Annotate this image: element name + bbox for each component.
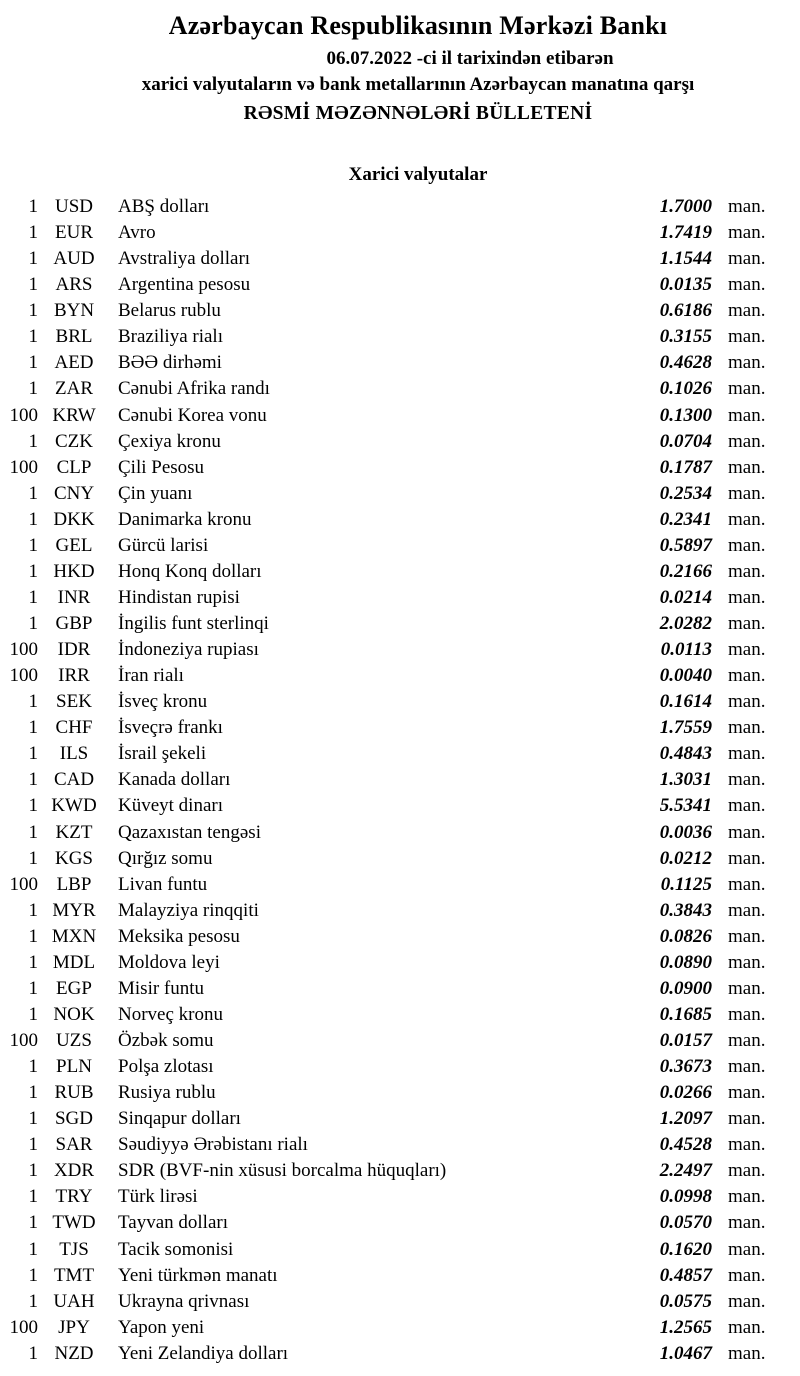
rate-value-cell: 1.0467	[659, 1342, 712, 1364]
unit-cell: man.	[728, 1212, 766, 1234]
rate-value-cell: 0.1685	[659, 1003, 712, 1025]
unit-cell: man.	[728, 300, 766, 322]
quantity-cell: 1	[28, 717, 38, 739]
quantity-cell: 1	[28, 1186, 38, 1208]
rate-value-cell: 0.4528	[659, 1134, 712, 1156]
currency-code-cell: CLP	[56, 456, 92, 478]
currency-name-cell: Qazaxıstan tengəsi	[118, 821, 261, 843]
rate-value-cell: 0.4843	[659, 743, 712, 765]
rate-row	[0, 663, 800, 689]
currency-name-cell: Braziliya rialı	[118, 326, 223, 348]
rate-row	[0, 689, 800, 715]
currency-code-cell: GEL	[55, 534, 93, 556]
rate-row	[0, 246, 800, 272]
currency-name-cell: Səudiyyə Ərəbistanı rialı	[118, 1134, 308, 1156]
rate-row	[0, 1341, 800, 1367]
currency-code-cell: ILS	[59, 743, 89, 765]
currency-code-cell: KZT	[55, 821, 93, 843]
rate-row	[0, 1210, 800, 1236]
rate-value-cell: 0.0113	[660, 639, 712, 661]
rate-row	[0, 455, 800, 481]
currency-name-cell: İndoneziya rupiası	[118, 639, 259, 661]
unit-cell: man.	[728, 899, 766, 921]
rate-value-cell: 0.0704	[659, 430, 712, 452]
rate-value-cell: 0.4628	[659, 352, 712, 374]
quantity-cell: 1	[28, 196, 38, 217]
quantity-cell: 1	[28, 1003, 38, 1025]
currency-name-cell: Moldova leyi	[118, 951, 220, 973]
currency-code-cell: SAR	[55, 1134, 93, 1156]
quantity-cell: 1	[28, 1212, 38, 1234]
quantity-cell: 1	[28, 1290, 38, 1312]
unit-cell: man.	[728, 378, 766, 400]
currency-name-cell: Yeni Zelandiya dolları	[118, 1342, 289, 1364]
unit-cell: man.	[728, 1030, 766, 1051]
currency-name-cell: İran rialı	[118, 665, 184, 687]
rate-row	[0, 585, 800, 611]
unit-cell: man.	[728, 1108, 766, 1130]
rate-row	[0, 637, 800, 663]
currency-code-cell: IDR	[57, 639, 91, 661]
rate-value-cell: 0.3673	[659, 1056, 712, 1078]
currency-code-cell: BRL	[55, 326, 93, 348]
rate-value-cell: 0.0900	[659, 977, 712, 999]
quantity-cell: 1	[28, 977, 38, 999]
quantity-cell: 1	[28, 430, 38, 452]
unit-cell: man.	[728, 769, 766, 791]
rate-row	[0, 793, 800, 819]
currency-code-cell: NOK	[53, 1003, 95, 1025]
rate-row	[0, 324, 800, 350]
quantity-cell: 1	[28, 743, 38, 765]
rate-row	[0, 272, 800, 298]
rate-row	[0, 220, 800, 246]
currency-name-cell: Tacik somonisi	[118, 1238, 234, 1260]
rate-row	[0, 350, 800, 376]
quantity-cell: 1	[28, 1264, 38, 1286]
quantity-cell: 100	[9, 1030, 38, 1051]
quantity-cell: 100	[9, 456, 38, 478]
rate-row	[0, 194, 800, 220]
quantity-cell: 1	[28, 378, 38, 400]
currency-name-cell: Özbək somu	[118, 1030, 214, 1051]
quantity-cell: 1	[28, 508, 38, 530]
rate-value-cell: 1.2565	[659, 1316, 712, 1338]
currency-name-cell: Danimarka kronu	[118, 508, 252, 530]
currency-code-cell: KWD	[51, 795, 97, 817]
rate-value-cell: 1.2097	[659, 1108, 712, 1130]
rate-row	[0, 1002, 800, 1028]
quantity-cell: 1	[28, 1108, 38, 1130]
rate-value-cell: 0.2166	[659, 560, 712, 582]
currency-name-cell: Yapon yeni	[118, 1316, 205, 1338]
rate-row	[0, 820, 800, 846]
quantity-cell: 1	[28, 534, 38, 556]
currency-name-cell: Rusiya rublu	[118, 1082, 216, 1104]
rate-value-cell: 2.2497	[659, 1160, 712, 1182]
quantity-cell: 1	[28, 847, 38, 869]
rate-value-cell: 5.5341	[659, 795, 712, 817]
currency-code-cell: EUR	[55, 222, 93, 244]
currency-code-cell: LBP	[56, 873, 92, 895]
unit-cell: man.	[728, 326, 766, 348]
rate-row	[0, 611, 800, 637]
currency-name-cell: Kanada dolları	[118, 769, 231, 791]
currency-code-cell: AUD	[53, 248, 95, 270]
currency-code-cell: AED	[54, 352, 94, 374]
unit-cell: man.	[728, 821, 766, 843]
rate-row	[0, 715, 800, 741]
rate-row	[0, 1132, 800, 1158]
quantity-cell: 1	[28, 821, 38, 843]
currency-name-cell: Qırğız somu	[118, 847, 213, 869]
quantity-cell: 1	[28, 248, 38, 270]
currency-code-cell: KGS	[54, 847, 93, 869]
currency-code-cell: GBP	[55, 613, 93, 634]
section-title: Xarici valyutalar	[348, 164, 488, 185]
quantity-cell: 1	[28, 326, 38, 348]
quantity-cell: 1	[28, 274, 38, 296]
unit-cell: man.	[728, 404, 766, 426]
unit-cell: man.	[728, 222, 766, 244]
currency-name-cell: Çexiya kronu	[118, 430, 221, 452]
quantity-cell: 1	[28, 586, 38, 608]
unit-cell: man.	[728, 456, 766, 478]
rate-value-cell: 0.1300	[659, 404, 712, 426]
rate-value-cell: 0.1026	[659, 378, 712, 400]
currency-code-cell: TRY	[55, 1186, 93, 1208]
rate-value-cell: 0.6186	[659, 300, 712, 322]
unit-cell: man.	[728, 482, 766, 504]
currency-code-cell: CNY	[53, 482, 95, 504]
currency-code-cell: TMT	[53, 1264, 95, 1286]
unit-cell: man.	[728, 1160, 766, 1182]
rate-row	[0, 898, 800, 924]
unit-cell: man.	[728, 925, 766, 947]
unit-cell: man.	[728, 717, 766, 739]
rate-value-cell: 0.1787	[659, 456, 712, 478]
currency-name-cell: Meksika pesosu	[118, 925, 240, 947]
currency-name-cell: İsrail şekeli	[118, 743, 207, 765]
effective-date-line: 06.07.2022 -ci il tarixindən etibarən	[326, 48, 614, 69]
unit-cell: man.	[728, 977, 766, 999]
rate-value-cell: 0.0036	[659, 821, 712, 843]
unit-cell: man.	[728, 1264, 766, 1286]
unit-cell: man.	[728, 691, 766, 713]
currency-name-cell: SDR (BVF-nin xüsusi borcalma hüquqları)	[118, 1160, 447, 1182]
quantity-cell: 1	[28, 222, 38, 244]
rate-value-cell: 0.2534	[659, 482, 712, 504]
rate-value-cell: 0.0040	[659, 665, 712, 687]
currency-code-cell: PLN	[56, 1056, 92, 1078]
unit-cell: man.	[728, 1342, 766, 1364]
currency-name-cell: Belarus rublu	[118, 300, 221, 322]
currency-code-cell: NZD	[54, 1342, 94, 1364]
rate-row	[0, 559, 800, 585]
unit-cell: man.	[728, 1290, 766, 1312]
rate-value-cell: 0.0575	[659, 1290, 712, 1312]
unit-cell: man.	[728, 274, 766, 296]
unit-cell: man.	[728, 508, 766, 530]
rates-table	[0, 194, 800, 1367]
currency-code-cell: UZS	[56, 1030, 92, 1051]
currency-name-cell: Küveyt dinarı	[118, 795, 224, 817]
rate-row	[0, 481, 800, 507]
currency-name-cell: ABŞ dolları	[118, 196, 210, 217]
quantity-cell: 1	[28, 1134, 38, 1156]
unit-cell: man.	[728, 639, 766, 661]
unit-cell: man.	[728, 1134, 766, 1156]
currency-name-cell: Misir funtu	[118, 977, 205, 999]
rate-value-cell: 2.0282	[659, 613, 712, 634]
rate-row	[0, 1028, 800, 1054]
rate-value-cell: 0.0890	[659, 951, 712, 973]
currency-code-cell: ZAR	[55, 378, 93, 400]
currency-name-cell: Honq Konq dolları	[118, 560, 262, 582]
currency-name-cell: Cənubi Korea vonu	[118, 404, 267, 426]
currency-code-cell: TWD	[52, 1212, 96, 1234]
currency-code-cell: BYN	[53, 300, 95, 322]
unit-cell: man.	[728, 847, 766, 869]
currency-name-cell: Argentina pesosu	[118, 274, 251, 296]
rate-row	[0, 403, 800, 429]
unit-cell: man.	[728, 1056, 766, 1078]
unit-cell: man.	[728, 1238, 766, 1260]
rate-row	[0, 872, 800, 898]
quantity-cell: 1	[28, 899, 38, 921]
rate-value-cell: 0.0135	[659, 274, 712, 296]
currency-code-cell: SGD	[54, 1108, 93, 1130]
quantity-cell: 1	[28, 691, 38, 713]
unit-cell: man.	[728, 1003, 766, 1025]
unit-cell: man.	[728, 586, 766, 608]
rate-row	[0, 950, 800, 976]
unit-cell: man.	[728, 196, 766, 217]
rate-row	[0, 1237, 800, 1263]
rate-row	[0, 1263, 800, 1289]
rate-value-cell: 0.3155	[659, 326, 712, 348]
rate-value-cell: 1.7419	[659, 222, 712, 244]
bulletin-title: RƏSMİ MƏZƏNNƏLƏRİ BÜLLETENİ	[243, 103, 593, 124]
quantity-cell: 1	[28, 560, 38, 582]
quantity-cell: 1	[28, 613, 38, 634]
rate-row	[0, 1289, 800, 1315]
rate-row	[0, 429, 800, 455]
currency-code-cell: CAD	[53, 769, 95, 791]
currency-code-cell: SEK	[56, 691, 92, 713]
currency-code-cell: CHF	[55, 717, 93, 739]
unit-cell: man.	[728, 613, 766, 634]
currency-name-cell: Yeni türkmən manatı	[118, 1264, 278, 1286]
currency-name-cell: Hindistan rupisi	[118, 586, 240, 608]
currency-code-cell: DKK	[53, 508, 95, 530]
quantity-cell: 100	[9, 665, 38, 687]
currency-name-cell: Sinqapur dolları	[118, 1108, 241, 1130]
currency-name-cell: Çin yuanı	[118, 482, 193, 504]
quantity-cell: 1	[28, 352, 38, 374]
quantity-cell: 1	[28, 1238, 38, 1260]
quantity-cell: 1	[28, 1056, 38, 1078]
unit-cell: man.	[728, 743, 766, 765]
rate-row	[0, 376, 800, 402]
rate-value-cell: 0.0157	[659, 1030, 712, 1051]
quantity-cell: 1	[28, 925, 38, 947]
rate-row	[0, 1184, 800, 1210]
unit-cell: man.	[728, 665, 766, 687]
rate-row	[0, 1106, 800, 1132]
quantity-cell: 1	[28, 300, 38, 322]
currency-code-cell: MXN	[51, 925, 97, 947]
currency-name-cell: Polşa zlotası	[118, 1056, 214, 1078]
rate-row	[0, 507, 800, 533]
currency-name-cell: Malayziya rinqqiti	[118, 899, 259, 921]
currency-name-cell: İsveçrə frankı	[118, 717, 223, 739]
rate-row	[0, 767, 800, 793]
unit-cell: man.	[728, 1082, 766, 1104]
unit-cell: man.	[728, 1186, 766, 1208]
quantity-cell: 100	[9, 873, 38, 895]
rate-value-cell: 1.7000	[659, 196, 712, 217]
rate-value-cell: 0.0266	[659, 1082, 712, 1104]
rate-row	[0, 1080, 800, 1106]
currency-code-cell: RUB	[54, 1082, 94, 1104]
quantity-cell: 1	[28, 1342, 38, 1364]
rate-value-cell: 0.0214	[659, 586, 712, 608]
currency-code-cell: MYR	[52, 899, 96, 921]
rate-row	[0, 1158, 800, 1184]
currency-code-cell: TJS	[59, 1238, 89, 1260]
currency-code-cell: ARS	[55, 274, 93, 296]
unit-cell: man.	[728, 352, 766, 374]
currency-code-cell: XDR	[53, 1160, 95, 1182]
rate-value-cell: 0.0826	[659, 925, 712, 947]
currency-code-cell: USD	[54, 196, 93, 217]
bulletin-header	[0, 10, 800, 126]
unit-cell: man.	[728, 560, 766, 582]
rate-row	[0, 924, 800, 950]
unit-cell: man.	[728, 873, 766, 895]
unit-cell: man.	[728, 430, 766, 452]
unit-cell: man.	[728, 248, 766, 270]
currency-code-cell: HKD	[53, 560, 95, 582]
rate-row	[0, 741, 800, 767]
currency-name-cell: Cənubi Afrika randı	[118, 378, 270, 400]
rate-row	[0, 533, 800, 559]
quantity-cell: 100	[9, 639, 38, 661]
quantity-cell: 100	[9, 404, 38, 426]
quantity-cell: 1	[28, 951, 38, 973]
rate-value-cell: 1.1544	[659, 248, 712, 270]
currency-code-cell: UAH	[53, 1290, 95, 1312]
rate-value-cell: 0.3843	[659, 899, 712, 921]
rate-value-cell: 1.3031	[659, 769, 712, 791]
rate-row	[0, 846, 800, 872]
currency-name-cell: Livan funtu	[118, 873, 208, 895]
rate-value-cell: 0.0570	[659, 1212, 712, 1234]
currency-code-cell: IRR	[58, 665, 90, 687]
rate-value-cell: 0.1620	[659, 1238, 712, 1260]
currency-name-cell: İngilis funt sterlinqi	[118, 613, 269, 634]
currency-code-cell: INR	[57, 586, 91, 608]
subject-line: xarici valyutaların və bank metallarının Azərbaycan manatına qarşı	[141, 74, 695, 95]
bank-name: Azərbaycan Respublikasının Mərkəzi Bankı	[168, 11, 668, 40]
currency-name-cell: Gürcü larisi	[118, 534, 209, 556]
bulletin-page	[0, 10, 800, 1376]
currency-code-cell: EGP	[56, 977, 92, 999]
currency-name-cell: İsveç kronu	[118, 691, 208, 713]
rate-row	[0, 976, 800, 1002]
currency-name-cell: Avro	[118, 222, 156, 244]
unit-cell: man.	[728, 1316, 766, 1338]
unit-cell: man.	[728, 534, 766, 556]
rate-value-cell: 0.0998	[659, 1186, 712, 1208]
rate-value-cell: 0.2341	[659, 508, 712, 530]
quantity-cell: 1	[28, 769, 38, 791]
rate-row	[0, 1315, 800, 1341]
rate-value-cell: 0.5897	[659, 534, 712, 556]
quantity-cell: 1	[28, 1160, 38, 1182]
currency-code-cell: CZK	[55, 430, 93, 452]
currency-name-cell: BƏƏ dirhəmi	[118, 352, 222, 374]
currency-code-cell: KRW	[52, 404, 96, 426]
rate-row	[0, 298, 800, 324]
quantity-cell: 1	[28, 795, 38, 817]
currency-code-cell: JPY	[58, 1316, 90, 1338]
currency-name-cell: Ukrayna qrivnası	[118, 1290, 250, 1312]
currency-name-cell: Tayvan dolları	[118, 1212, 228, 1234]
rate-value-cell: 0.4857	[659, 1264, 712, 1286]
rate-row	[0, 1054, 800, 1080]
currency-name-cell: Avstraliya dolları	[118, 248, 251, 270]
rate-value-cell: 0.1614	[659, 691, 712, 713]
currency-name-cell: Türk lirəsi	[118, 1186, 198, 1208]
unit-cell: man.	[728, 951, 766, 973]
currency-name-cell: Norveç kronu	[118, 1003, 223, 1025]
quantity-cell: 1	[28, 482, 38, 504]
unit-cell: man.	[728, 795, 766, 817]
currency-code-cell: MDL	[52, 951, 96, 973]
rate-value-cell: 1.7559	[659, 717, 712, 739]
rate-value-cell: 0.0212	[659, 847, 712, 869]
rate-value-cell: 0.1125	[660, 873, 712, 895]
currency-name-cell: Çili Pesosu	[118, 456, 205, 478]
quantity-cell: 100	[9, 1316, 38, 1338]
quantity-cell: 1	[28, 1082, 38, 1104]
